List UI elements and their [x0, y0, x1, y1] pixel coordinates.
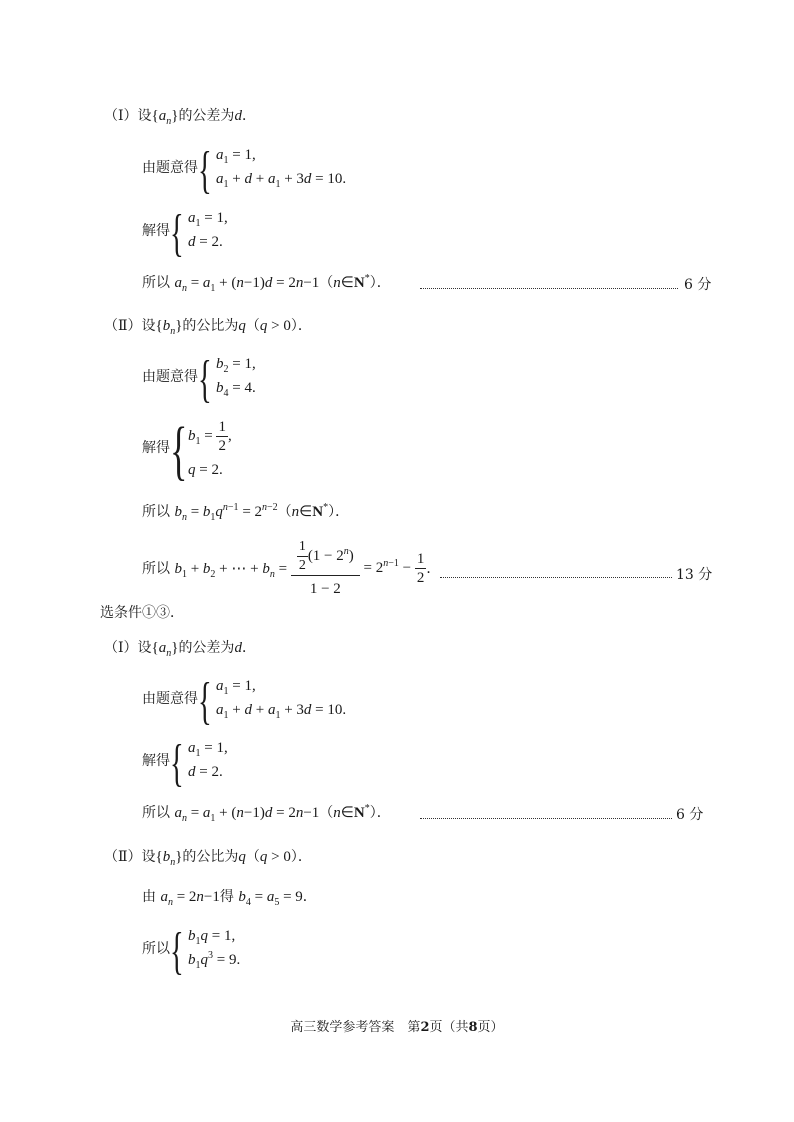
- dotted-leader: [440, 577, 672, 578]
- part2-heading: （Ⅱ）设$\{b_n\}$的公比为q（q > 0）．: [104, 849, 312, 868]
- dotted-leader: [420, 288, 678, 289]
- result-sum: 所以 $b_1 + b_2$ + ⋯ + $b_n$ = $\frac{1}{2}$ $(1 - 2^n)$ 1 − 2 = $2^{n-1}$ − $\frac{1}{2}$ ．: [142, 539, 441, 597]
- result-an: 所以 $a_n = a_1 + (n-1)d$ = 2n−1（n∈N*）．: [142, 273, 391, 294]
- part2-heading: （Ⅱ）设$\{b_n\}$的公比为q（q > 0）．: [104, 318, 312, 337]
- given-label: 由题意得: [142, 369, 198, 385]
- score-13: 13 分: [676, 567, 713, 583]
- result-an: 所以 $a_n = a_1 + (n-1)d$ = 2n−1（n∈N*）．: [142, 803, 391, 824]
- given-label: 由题意得: [142, 160, 198, 176]
- score-6: 6 分: [676, 807, 704, 823]
- score-6: 6 分: [684, 277, 712, 293]
- part1-heading: （Ⅰ）设$\{a_n\}$的公差为d．: [104, 640, 256, 659]
- page-footer: 高三数学参考答案 第2页（共8页）: [290, 1020, 504, 1035]
- so-label: 所以: [142, 941, 170, 957]
- solve-label: 解得: [142, 223, 170, 239]
- solve-label: 解得: [142, 440, 170, 456]
- solve-label: 解得: [142, 753, 170, 769]
- result-bn: 所以 $b_n = b_1q^{n-1}$ = $2^{n-2}(n\in N^*)$．: [142, 502, 350, 523]
- section2-title: 选条件①③．: [100, 605, 184, 621]
- given-label: 由题意得: [142, 691, 198, 707]
- part1-heading: （Ⅰ）设$\{a_n\}$的公差为d．: [104, 108, 256, 127]
- dotted-leader: [420, 818, 672, 819]
- derive-b4: 由 $a_n = 2n-1$得 $b_4 = a_5 = 9$．: [142, 889, 317, 908]
